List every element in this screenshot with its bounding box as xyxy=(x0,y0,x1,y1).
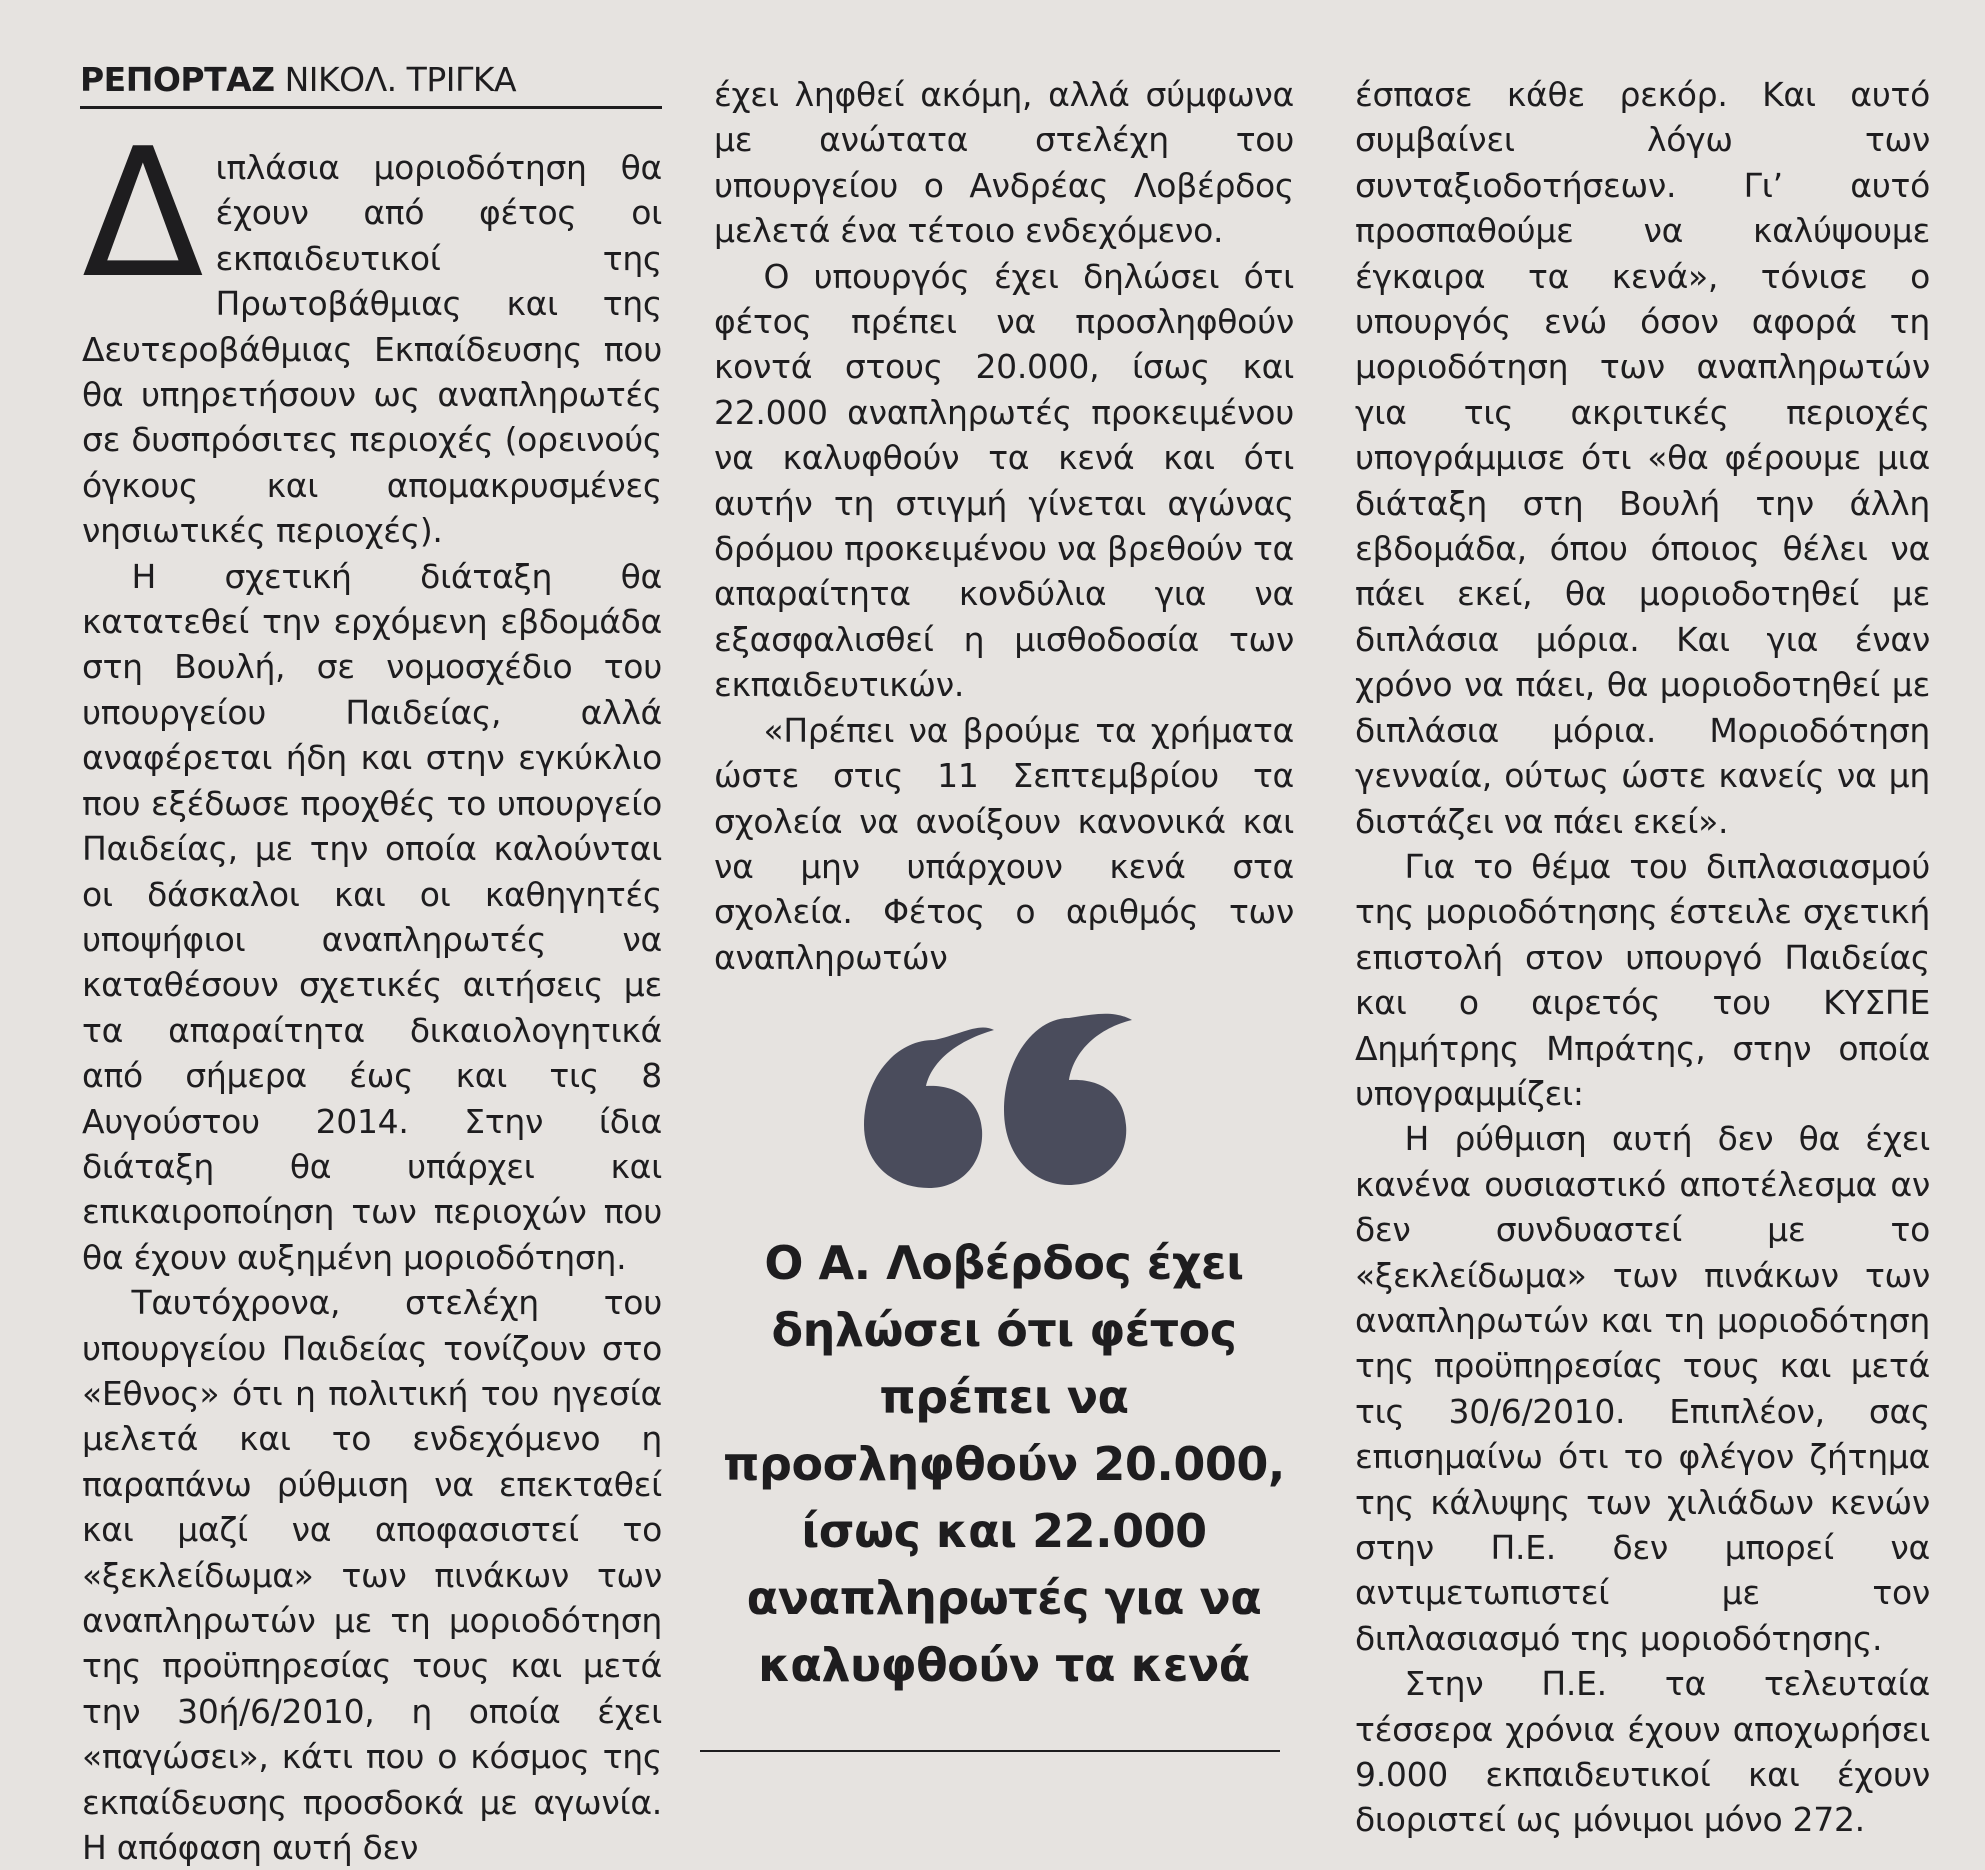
pull-quote: Ο Α. Λοβέρδος έχει δηλώσει ότι φέτος πρέπει να προσληφθούν 20.000, ίσως και 22.000 αναπληρωτές για να καλυφθούν τα κενά xyxy=(723,1236,1285,1692)
byline-author: ΝΙΚΟΛ. ΤΡΙΓΚΑ xyxy=(284,60,517,99)
byline-divider xyxy=(80,106,662,109)
paragraph: έσπασε κάθε ρεκόρ. Και αυτό συμβαίνει λόγω των συνταξιοδοτήσεων. Γι’ αυτό προσπαθούμε να καλύψουμε έγκαιρα τα κενά», τόνισε ο υπουργός ενώ όσον αφορά τη μοριοδότηση των αναπληρωτών για τις ακριτικές περιοχές υπογράμμισε ότι «θα φέρουμε μια διάταξη στη Βουλή την άλλη εβδομάδα, όπου όποιος θέλει να πάει εκεί, θα μοριοδοτηθεί με διπλάσια μόρια. Και για έναν χρόνο να πάει, θα μοριοδοτηθεί με διπλάσια μόρια. Μοριοδότηση γενναία, ούτως ώστε κανείς να μη διστάζει να πάει εκεί». xyxy=(1355,75,1930,841)
article-column-1 xyxy=(82,110,662,1870)
paragraph: Για το θέμα του διπλασιασμού της μοριοδότησης έστειλε σχετική επιστολή στον υπουργό Παιδείας και ο αιρετός του ΚΥΣΠΕ Δημήτρης Μπράτης, στην οποία υπογραμμίζει: xyxy=(1355,846,1930,1113)
drop-cap: Δ xyxy=(82,110,204,317)
paragraph-lead: ιπλάσια μοριοδότηση θα έχουν από φέτος οι εκπαιδευτικοί της Πρωτοβάθμιας και της Δευτεροβάθμιας Εκπαίδευσης που θα υπηρετήσουν ως αναπληρωτές σε δυσπρόσιτες περιοχές (ορεινούς όγκους και απομακρυσμένες νησιωτικές περιοχές). xyxy=(82,148,662,551)
paragraph: έχει ληφθεί ακόμη, αλλά σύμφωνα με ανώτατα στελέχη του υπουργείου ο Ανδρέας Λοβέρδος μελετά ένα τέτοιο ενδεχόμενο. xyxy=(714,75,1294,251)
paragraph: Ο υπουργός έχει δηλώσει ότι φέτος πρέπει να προσληφθούν κοντά στους 20.000, ίσως και 22.000 αναπληρωτές προκειμένου να καλυφθούν τα κενά και ότι αυτήν τη στιγμή γίνεται αγώνας δρόμου προκειμένου να βρεθούν τα απαραίτητα κονδύλια για να εξασφαλισθεί η μισθοδοσία των εκπαιδευτικών. xyxy=(714,256,1294,705)
byline xyxy=(80,60,660,100)
byline-kicker: ΡΕΠΟΡΤΑΖ xyxy=(80,60,275,99)
paragraph: Η σχετική διάταξη θα κατατεθεί την ερχόμενη εβδομάδα στη Βουλή, σε νομοσχέδιο του υπουργείου Παιδείας, αλλά αναφέρεται ήδη και στην εγκύκλιο που εξέδωσε προχθές το υπουργείο Παιδείας, με την οποία καλούνται οι δάσκαλοι και οι καθηγητές υποψήφιοι αναπληρωτές να καταθέσουν σχετικές αιτήσεις με τα απαραίτητα δικαιολογητικά από σήμερα έως και τις 8 Αυγούστου 2014. Στην ίδια διάταξη θα υπάρχει και επικαιροποίηση των περιοχών που θα έχουν αυξημένη μοριοδότηση. xyxy=(82,556,662,1277)
pull-quote-divider xyxy=(700,1750,1280,1752)
article-column-3 xyxy=(1355,72,1930,1843)
quotation-mark-icon xyxy=(864,1000,1134,1190)
paragraph: Ταυτόχρονα, στελέχη του υπουργείου Παιδείας τονίζουν στο «Εθνος» ότι η πολιτική του ηγεσία μελετά και το ενδεχόμενο η παραπάνω ρύθμιση να επεκταθεί και μαζί να αποφασιστεί το «ξεκλείδωμα» των πινάκων των αναπληρωτών με τη μοριοδότηση της προϋπηρεσίας τους και μετά την 30ή/6/2010, η οποία έχει «παγώσει», κάτι που ο κόσμος της εκπαίδευσης προσδοκά με αγωνία. Η απόφαση αυτή δεν xyxy=(82,1283,662,1868)
paragraph: Στην Π.Ε. τα τελευταία τέσσερα χρόνια έχουν αποχωρήσει 9.000 εκπαιδευτικοί και έχουν διοριστεί ως μόνιμοι μόνο 272. xyxy=(1355,1664,1930,1840)
paragraph: «Πρέπει να βρούμε τα χρήματα ώστε στις 11 Σεπτεμβρίου τα σχολεία να ανοίξουν κανονικά και να μην υπάρχουν κενά στα σχολεία. Φέτος ο αριθμός των αναπληρωτών xyxy=(714,710,1294,977)
article-column-2 xyxy=(714,72,1294,980)
paragraph: Η ρύθμιση αυτή δεν θα έχει κανένα ουσιαστικό αποτέλεσμα αν δεν συνδυαστεί με το «ξεκλείδωμα» των πινάκων των αναπληρωτών και τη μοριοδότηση της προϋπηρεσίας τους και μετά τις 30/6/2010. Επιπλέον, σας επισημαίνω ότι το φλέγον ζήτημα της κάλυψης των χιλιάδων κενών στην Π.Ε. δεν μπορεί να αντιμετωπιστεί με τον διπλασιασμό της μοριοδότησης. xyxy=(1355,1119,1930,1658)
